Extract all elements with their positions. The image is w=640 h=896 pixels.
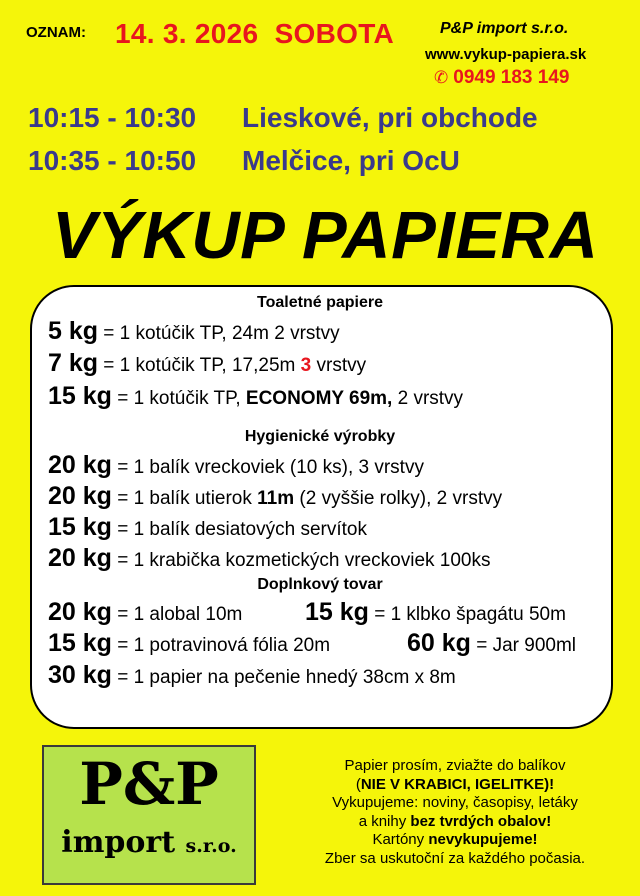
note-text: ! xyxy=(546,812,552,830)
item-weight: 20 kg xyxy=(48,544,112,572)
section-title-toilet-paper: Toaletné papiere xyxy=(257,294,383,311)
item-weight: 15 kg xyxy=(48,382,112,410)
note-line xyxy=(270,813,640,832)
note-bold: NIE V KRABICI, IGELITKE xyxy=(360,775,545,793)
instructions-note xyxy=(270,757,640,868)
schedule-row xyxy=(28,102,538,134)
website-link[interactable]: www.vykup-papiera.sk xyxy=(425,46,587,63)
schedule-place: Lieskové, pri obchode xyxy=(242,102,538,133)
schedule-time: 10:35 - 10:50 xyxy=(28,145,197,176)
item-desc-end: vrstvy xyxy=(311,355,367,376)
item-desc: = 1 balík vreckoviek (10 ks), 3 vrstvy xyxy=(111,457,424,478)
price-item xyxy=(48,598,242,627)
notice-label: OZNAM: xyxy=(26,24,86,41)
schedule-place: Melčice, pri OcU xyxy=(242,145,460,176)
note-text: ( xyxy=(355,775,361,793)
item-desc: = 1 balík utierok xyxy=(111,488,258,509)
phone-icon: ✆ xyxy=(434,68,449,87)
price-item xyxy=(407,629,576,658)
event-date: 14. 3. 2026 SOBOTA xyxy=(115,18,395,49)
item-desc: = 1 kotúčik TP, 17,25m xyxy=(98,355,301,376)
price-item xyxy=(48,349,366,378)
item-desc: = Jar 900ml xyxy=(470,635,577,656)
item-desc: = 1 kotúčik TP, xyxy=(111,388,246,409)
headline: VÝKUP PAPIERA xyxy=(52,198,599,273)
logo-title: P&P xyxy=(79,750,219,818)
logo-import: import xyxy=(61,825,176,860)
item-bold: ECONOMY 69m, xyxy=(245,388,393,409)
item-highlight: 3 xyxy=(300,355,312,376)
note-text: ! xyxy=(532,831,538,848)
item-weight: 7 kg xyxy=(48,349,99,377)
price-item xyxy=(48,451,424,480)
item-weight: 20 kg xyxy=(48,482,112,510)
note-bold: nevykupujeme xyxy=(428,831,533,848)
price-item xyxy=(48,544,491,573)
item-desc-end: (2 vyššie rolky), 2 vrstvy xyxy=(294,488,503,509)
section-title-extra-goods: Doplnkový tovar xyxy=(257,576,383,593)
item-weight: 20 kg xyxy=(48,451,112,479)
item-weight: 5 kg xyxy=(48,317,99,345)
price-item xyxy=(48,629,330,658)
item-weight: 15 kg xyxy=(305,598,369,626)
note-line xyxy=(270,776,640,795)
phone-number: 0949 183 149 xyxy=(453,67,570,88)
logo-sro: s.r.o. xyxy=(185,835,237,857)
schedule-row xyxy=(28,145,460,177)
note-text: a knihy xyxy=(358,812,411,830)
item-weight: 30 kg xyxy=(48,661,112,689)
item-weight: 15 kg xyxy=(48,629,112,657)
price-item xyxy=(48,661,456,690)
item-desc: = 1 kotúčik TP, 24m 2 vrstvy xyxy=(98,323,340,344)
item-weight: 60 kg xyxy=(407,629,471,657)
note-line: Zber sa uskutoční za každého počasia. xyxy=(324,849,586,867)
item-desc: = 1 potravinová fólia 20m xyxy=(111,635,331,656)
section-title-hygiene: Hygienické výrobky xyxy=(244,428,396,445)
logo-subtitle xyxy=(44,825,254,860)
note-line: Papier prosím, zviažte do balíkov xyxy=(344,757,566,774)
note-line: Vykupujeme: noviny, časopisy, letáky xyxy=(332,794,578,811)
item-bold: 11m xyxy=(257,488,295,509)
item-desc: = 1 klbko špagátu 50m xyxy=(368,604,566,625)
item-desc: = 1 alobal 10m xyxy=(111,604,243,625)
note-text: Kartóny xyxy=(372,831,429,848)
item-desc: = 1 balík desiatových servítok xyxy=(111,519,367,540)
item-weight: 20 kg xyxy=(48,598,112,626)
note-text: )! xyxy=(544,775,555,793)
phone-contact[interactable] xyxy=(434,67,569,89)
note-bold: bez tvrdých obalov xyxy=(410,812,547,830)
company-logo xyxy=(42,745,256,885)
price-item xyxy=(48,382,463,411)
schedule-time: 10:15 - 10:30 xyxy=(28,102,197,133)
company-name: P&P import s.r.o. xyxy=(440,20,569,37)
price-item xyxy=(48,482,502,511)
note-line xyxy=(270,831,640,850)
price-item xyxy=(48,513,367,542)
item-desc: = 1 papier na pečenie hnedý 38cm x 8m xyxy=(111,667,456,688)
item-desc-end: 2 vrstvy xyxy=(392,388,464,409)
item-desc: = 1 krabička kozmetických vreckoviek 100ks xyxy=(111,550,491,571)
price-item xyxy=(305,598,566,627)
price-item xyxy=(48,317,340,346)
item-weight: 15 kg xyxy=(48,513,112,541)
